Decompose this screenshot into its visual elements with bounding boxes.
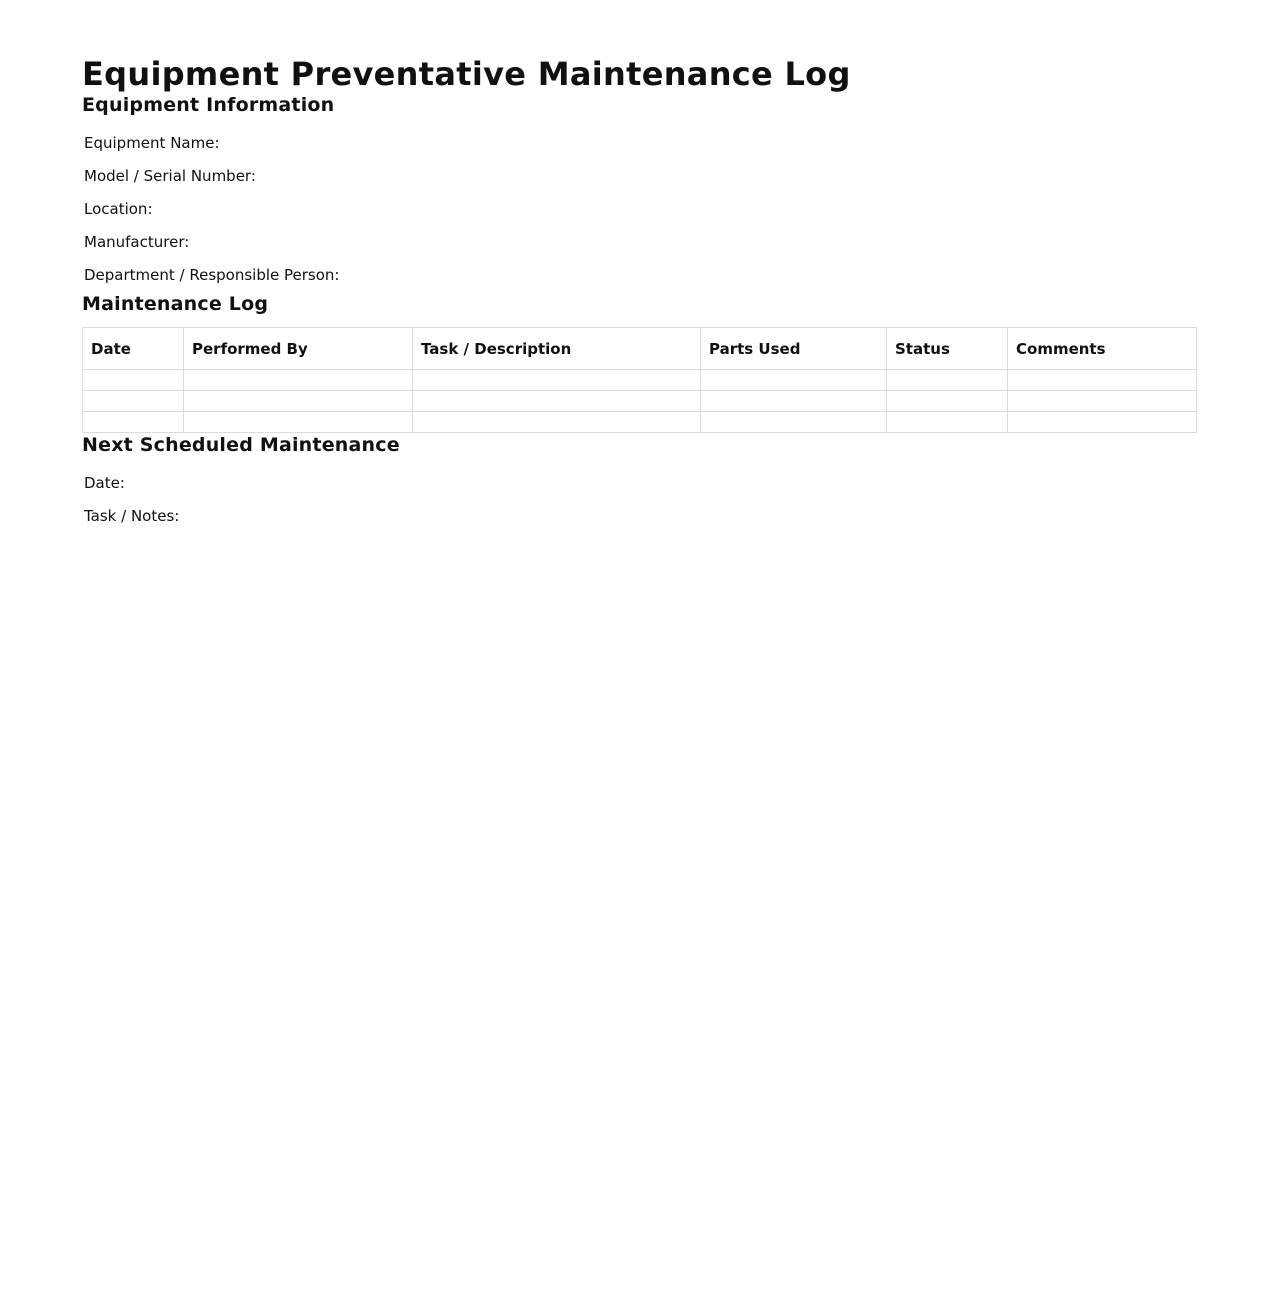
table-cell[interactable]	[701, 412, 887, 433]
column-header-date: Date	[83, 328, 184, 370]
table-cell[interactable]	[413, 412, 701, 433]
column-header-task-description: Task / Description	[413, 328, 701, 370]
maintenance-log-heading: Maintenance Log	[82, 293, 269, 315]
table-cell[interactable]	[413, 391, 701, 412]
equipment-information-fields	[82, 127, 1196, 292]
next-scheduled-maintenance-section	[82, 433, 1196, 533]
next-scheduled-maintenance-heading: Next Scheduled Maintenance	[82, 434, 400, 456]
table-row	[83, 391, 1197, 412]
table-cell[interactable]	[184, 391, 413, 412]
next-date-field: Date:	[84, 474, 125, 492]
table-row	[83, 412, 1197, 433]
column-header-parts-used: Parts Used	[701, 328, 887, 370]
table-cell[interactable]	[184, 370, 413, 391]
table-cell[interactable]	[887, 370, 1008, 391]
table-cell[interactable]	[887, 412, 1008, 433]
table-cell[interactable]	[887, 391, 1008, 412]
table-cell[interactable]	[1008, 370, 1197, 391]
next-task-notes-field: Task / Notes:	[84, 507, 180, 525]
table-header-row	[83, 328, 1197, 370]
table-cell[interactable]	[1008, 412, 1197, 433]
table-cell[interactable]	[83, 412, 184, 433]
model-serial-field: Model / Serial Number:	[84, 167, 256, 185]
maintenance-log-section	[82, 292, 1196, 433]
table-cell[interactable]	[83, 370, 184, 391]
table-cell[interactable]	[413, 370, 701, 391]
manufacturer-field: Manufacturer:	[84, 233, 190, 251]
next-scheduled-maintenance-fields	[82, 467, 1196, 533]
page-title: Equipment Preventative Maintenance Log	[82, 55, 851, 93]
column-header-performed-by: Performed By	[184, 328, 413, 370]
table-cell[interactable]	[1008, 391, 1197, 412]
location-field: Location:	[84, 200, 153, 218]
equipment-name-field: Equipment Name:	[84, 134, 220, 152]
equipment-information-section	[82, 93, 1196, 292]
column-header-status: Status	[887, 328, 1008, 370]
maintenance-log-table	[82, 327, 1197, 433]
column-header-comments: Comments	[1008, 328, 1197, 370]
table-cell[interactable]	[701, 391, 887, 412]
table-cell[interactable]	[83, 391, 184, 412]
table-cell[interactable]	[701, 370, 887, 391]
table-row	[83, 370, 1197, 391]
department-responsible-field: Department / Responsible Person:	[84, 266, 340, 284]
equipment-information-heading: Equipment Information	[82, 94, 335, 116]
table-cell[interactable]	[184, 412, 413, 433]
